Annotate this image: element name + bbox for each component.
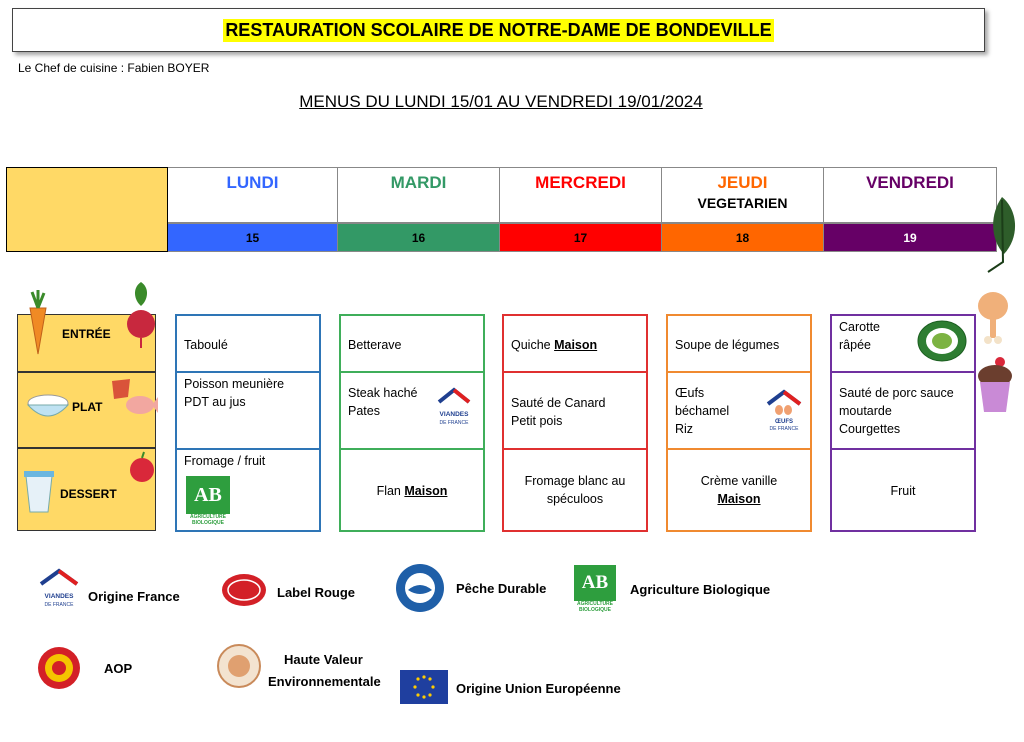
legend-label-rouge: Label Rouge	[277, 585, 356, 600]
menu-box-mardi	[339, 314, 485, 532]
menu-entree: Betterave	[348, 338, 402, 352]
svg-text:DE FRANCE: DE FRANCE	[769, 426, 799, 432]
beetroot-icon	[124, 278, 158, 350]
legend-peche-durable: Pêche Durable	[456, 581, 547, 596]
rice-bowl-icon	[24, 393, 72, 423]
menu-dessert-line: Crème vanille	[700, 474, 778, 488]
menu-entree: Quiche Maison	[511, 338, 598, 352]
menu-plat-line: Petit pois	[511, 414, 563, 428]
steak-fish-icon	[108, 375, 158, 423]
menu-dessert-line: Fromage blanc au	[524, 474, 626, 488]
day-header-mardi	[338, 167, 500, 223]
legend-hve-line1: Haute Valeur	[284, 652, 363, 667]
agriculture-bio-icon: AB AGRICULTURE BIOLOGIQUE	[574, 565, 616, 615]
menu-box-vendredi	[830, 314, 976, 532]
eu-flag-icon	[400, 670, 448, 704]
menu-dessert-line	[668, 490, 810, 508]
legend-aop: AOP	[104, 661, 133, 676]
week-title: MENUS DU LUNDI 15/01 AU VENDREDI 19/01/2024	[299, 92, 703, 111]
spinach-leaf-icon	[982, 192, 1022, 274]
cupcake-icon	[974, 356, 1016, 416]
day-header-jeudi	[662, 167, 824, 223]
day-number-vendredi: 19	[824, 223, 997, 252]
maison-tag: Maison	[717, 492, 761, 506]
local-produce-badge-icon	[916, 319, 968, 363]
aop-icon	[36, 645, 82, 691]
header-corner-cell	[6, 167, 168, 252]
svg-text:DE FRANCE: DE FRANCE	[439, 420, 469, 426]
legend-origine-france: Origine France	[88, 589, 180, 604]
chef-name: Le Chef de cuisine : Fabien BOYER	[18, 61, 210, 75]
day-header-vendredi	[824, 167, 997, 223]
legend-agriculture-bio: Agriculture Biologique	[630, 582, 771, 597]
menu-dessert: Flan Maison	[376, 484, 448, 498]
menu-box-mercredi	[502, 314, 648, 532]
label-rouge-icon	[220, 572, 268, 608]
menu-plat-line: Poisson meunière	[184, 377, 285, 391]
menu-dessert: Fruit	[890, 484, 916, 498]
menu-entree-line: râpée	[839, 338, 871, 352]
menu-dessert: Fromage / fruit	[184, 454, 266, 468]
day-name: VENDREDI	[866, 173, 954, 192]
svg-text:VIANDES: VIANDES	[44, 593, 74, 600]
menu-entree: Soupe de légumes	[675, 338, 780, 352]
menu-entree-line: Carotte	[839, 320, 880, 334]
svg-text:DE FRANCE: DE FRANCE	[44, 602, 74, 608]
menu-plat-line: moutarde	[839, 404, 892, 418]
day-header-mercredi	[500, 167, 662, 223]
day-number-lundi: 15	[168, 223, 338, 252]
category-label-entree: ENTRÉE	[62, 327, 111, 341]
day-number-jeudi: 18	[662, 223, 824, 252]
yogurt-icon	[22, 468, 56, 514]
menu-entree: Taboulé	[184, 338, 228, 352]
apple-icon	[126, 450, 158, 484]
menu-plat-line: Courgettes	[839, 422, 901, 436]
origine-france-icon	[35, 568, 83, 610]
carrot-icon	[22, 288, 52, 358]
svg-text:ŒUFS: ŒUFS	[775, 419, 793, 425]
menu-plat-line: Sauté de Canard	[511, 396, 606, 410]
menu-plat-line: Œufs	[675, 386, 705, 400]
menu-plat-line: PDT au jus	[184, 395, 246, 409]
svg-text:VIANDES: VIANDES	[439, 411, 469, 418]
drumstick-icon	[974, 290, 1012, 346]
category-label-dessert: DESSERT	[60, 487, 117, 501]
category-label-plat: PLAT	[72, 400, 103, 414]
ab-logo-icon: AB AGRICULTURE BIOLOGIQUE	[186, 476, 230, 528]
menu-plat-line: Steak haché	[348, 386, 418, 400]
page-title: RESTAURATION SCOLAIRE DE NOTRE-DAME DE BONDEVILLE	[225, 19, 772, 40]
menu-plat-line: Sauté de porc sauce	[839, 386, 954, 400]
day-subtitle: VEGETARIEN	[697, 195, 788, 211]
day-name: MERCREDI	[535, 173, 626, 192]
menu-box-jeudi	[666, 314, 812, 532]
day-header-lundi	[168, 167, 338, 223]
maison-tag: Maison	[404, 484, 448, 498]
legend-origine-ue: Origine Union Européenne	[456, 681, 621, 696]
peche-durable-icon	[394, 562, 446, 614]
hve-icon	[216, 643, 262, 689]
menu-plat-line: béchamel	[675, 404, 730, 418]
menu-box-lundi	[175, 314, 321, 532]
viandes-de-france-icon	[431, 386, 477, 432]
legend-hve-line2: Environnementale	[268, 674, 381, 689]
day-number-mercredi: 17	[500, 223, 662, 252]
title-banner	[12, 8, 985, 52]
maison-tag: Maison	[554, 338, 598, 352]
oeufs-de-france-icon	[760, 388, 808, 434]
menu-plat-line: Pates	[348, 404, 380, 418]
day-name: JEUDI	[717, 173, 768, 192]
day-name: MARDI	[390, 173, 447, 192]
day-number-mardi: 16	[338, 223, 500, 252]
day-name: LUNDI	[226, 173, 279, 192]
menu-dessert-line: spéculoos	[546, 492, 604, 506]
menu-plat-line: Riz	[675, 422, 694, 436]
